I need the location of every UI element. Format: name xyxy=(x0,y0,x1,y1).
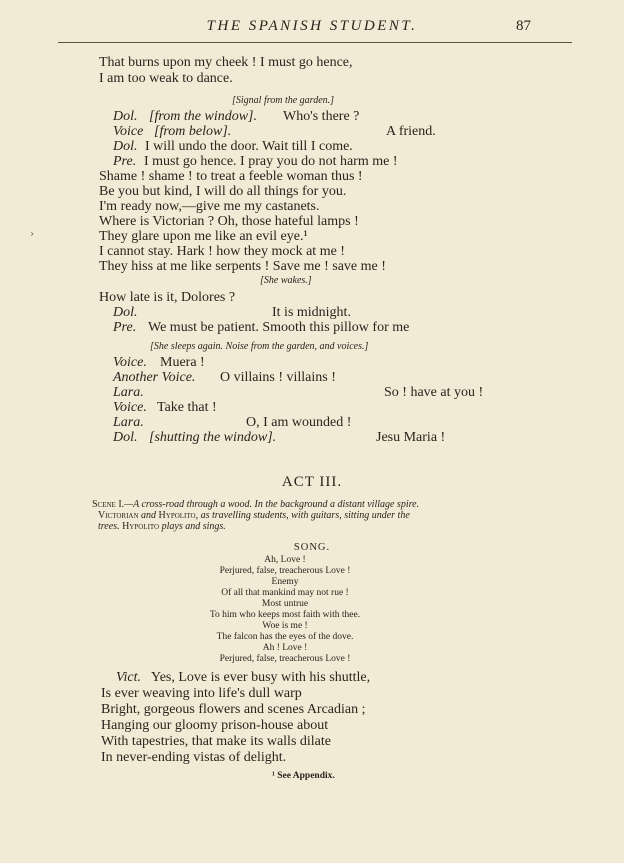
scene-description: Scene I.—A cross-road through a wood. In the background a distant village spire. xyxy=(92,499,420,510)
header-rule xyxy=(58,42,572,43)
scene-description: trees. Hypolito plays and sings. xyxy=(98,521,226,532)
verse-line: With tapestries, that make its walls dilate xyxy=(101,734,331,749)
verse-line: A friend. xyxy=(386,124,436,139)
stage-direction: [shutting the window]. xyxy=(149,430,277,445)
act-heading: ACT III. xyxy=(281,474,343,490)
song-line: The falcon has the eyes of the dove. xyxy=(216,632,354,642)
verse-line: They hiss at me like serpents ! Save me ! save me ! xyxy=(99,259,386,274)
song-line: Perjured, false, treacherous Love ! xyxy=(219,654,351,664)
verse-line: Jesu Maria ! xyxy=(376,430,446,445)
song-line: Enemy xyxy=(271,577,299,587)
speaker: Lara. xyxy=(113,385,144,400)
verse-line: I must go hence. I pray you do not harm me ! xyxy=(144,154,398,169)
speaker: Voice. xyxy=(113,355,147,370)
song-line: Perjured, false, treacherous Love ! xyxy=(219,566,351,576)
speaker: Dol. xyxy=(113,430,138,445)
verse-line: They glare upon me like an evil eye.¹ xyxy=(99,229,308,244)
verse-line: Shame ! shame ! to treat a feeble woman thus ! xyxy=(99,169,363,184)
verse-line: In never-ending vistas of delight. xyxy=(101,750,287,765)
footnote: ¹ See Appendix. xyxy=(272,771,335,781)
verse-line: I will undo the door. Wait till I come. xyxy=(145,139,353,154)
verse-line: O, I am wounded ! xyxy=(246,415,352,430)
speaker: Lara. xyxy=(113,415,144,430)
verse-line: How late is it, Dolores ? xyxy=(99,290,236,305)
scene-description: Victorian and Hypolito, as travelling students, with guitars, sitting under the xyxy=(98,510,410,521)
verse-line: Where is Victorian ? Oh, those hateful lamps ! xyxy=(99,214,359,229)
song-line: Ah ! Love ! xyxy=(262,643,308,653)
verse-line: I cannot stay. Hark ! how they mock at me ! xyxy=(99,244,345,259)
song-line: To him who keeps most faith with thee. xyxy=(209,610,361,620)
verse-line: Take that ! xyxy=(157,400,217,415)
verse-line: We must be patient. Smooth this pillow for me xyxy=(148,320,410,335)
stage-direction: [She wakes.] xyxy=(260,275,312,286)
page-number: 87 xyxy=(516,18,531,34)
verse-line: Who's there ? xyxy=(283,109,360,124)
speaker: Dol. xyxy=(113,305,138,320)
speaker: Dol. xyxy=(113,139,138,154)
speaker: Dol. xyxy=(113,109,138,124)
speaker: Vict. xyxy=(116,670,142,685)
verse-line: Muera ! xyxy=(160,355,205,370)
verse-line: Be you but kind, I will do all things for you. xyxy=(99,184,347,199)
verse-line: I'm ready now,—give me my castanets. xyxy=(99,199,320,214)
verse-line: It is midnight. xyxy=(272,305,351,320)
margin-mark: › xyxy=(30,229,34,240)
speaker: Another Voice. xyxy=(113,370,196,385)
speaker: Pre. xyxy=(113,154,137,169)
verse-line: Yes, Love is ever busy with his shuttle, xyxy=(151,670,371,685)
verse-line: That burns upon my cheek ! I must go hence, xyxy=(99,55,353,70)
verse-line: I am too weak to dance. xyxy=(99,71,233,86)
speaker: Pre. xyxy=(113,320,137,335)
speaker: Voice xyxy=(113,124,144,139)
verse-line: So ! have at you ! xyxy=(384,385,484,400)
song-line: Ah, Love ! xyxy=(264,555,306,565)
song-title: SONG. xyxy=(293,542,331,553)
stage-direction: [from below]. xyxy=(154,124,232,139)
verse-line: Bright, gorgeous flowers and scenes Arcadian ; xyxy=(101,702,366,717)
verse-line: O villains ! villains ! xyxy=(220,370,336,385)
running-title: THE SPANISH STUDENT. xyxy=(206,18,418,34)
stage-direction: [She sleeps again. Noise from the garden, and voices.] xyxy=(150,341,369,352)
verse-line: Is ever weaving into life's dull warp xyxy=(101,686,302,701)
speaker: Voice. xyxy=(113,400,147,415)
song-line: Woe is me ! xyxy=(262,621,308,631)
stage-direction: [from the window]. xyxy=(149,109,257,124)
song-line: Of all that mankind may not rue ! xyxy=(221,588,349,598)
stage-direction: [Signal from the garden.] xyxy=(232,95,335,106)
song-line: Most untrue xyxy=(261,599,309,609)
verse-line: Hanging our gloomy prison-house about xyxy=(101,718,329,733)
